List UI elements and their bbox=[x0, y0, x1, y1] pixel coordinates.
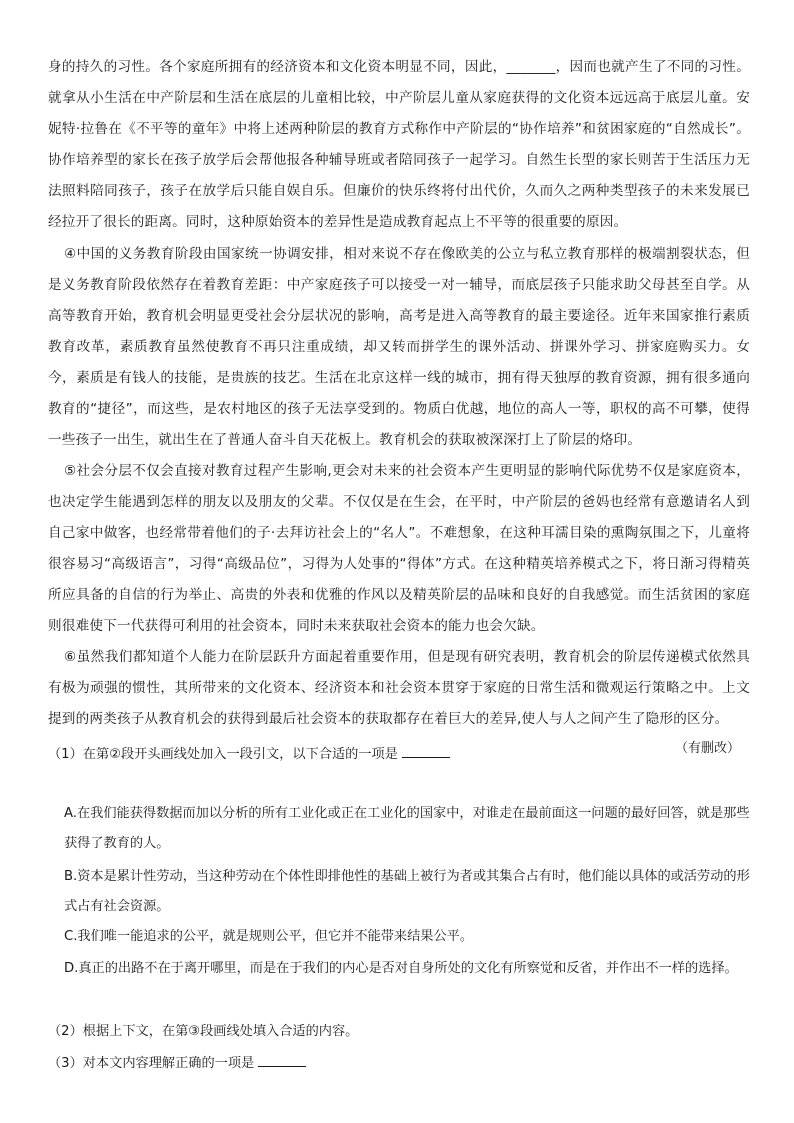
question-1-text: （1）在第②段开头画线处加入一段引文，以下合适的一项是 bbox=[48, 747, 398, 762]
edit-note: （有删改） bbox=[674, 741, 740, 756]
option-a: A.在我们能获得数据而加以分析的所有工业化或正在工业化的国家中，对谁走在最前面这一问题的最好回答，就是那些获得了教育的人。 bbox=[64, 806, 750, 851]
question-2: （2）根据上下文，在第③段画线处填入合适的内容。 bbox=[48, 1024, 359, 1039]
option-c: C.我们唯一能追求的公平，就是规则公平，但它并不能带来结果公平。 bbox=[64, 929, 474, 944]
option-d: D.真正的出路不在于离开哪里，而是在于我们的内心是否对自身所处的文化有所察觉和反省，并作出不一样的选择。 bbox=[64, 961, 738, 976]
paragraph-4: ④中国的义务教育阶段由国家统一协调安排，相对来说不存在像欧美的公立与私立教育那样的极端割裂状态，但是义务教育阶段依然存在着教育差距：中产家庭孩子可以接受一对一辅导，而底层孩子只能求助父母甚至自学。从高等教育开始，教育机会明显更受社会分层状况的影响，高考是进入高等教育的最主要途径。近年来国家推行素质教育改革，素质教育虽然使教育不再只注重成绩，却又转而拼学生的课外活动、拼课外学习、拼家庭购买力。女今，素质是有钱人的技能，是贵族的技艺。生活在北京这样一线的城市，拥有得天独厚的教育资源，拥有很多通向教育的“捷径”，而这些，是农村地区的孩子无法享受到的。物质白优越，地位的高人一等，职权的高不可攀，使得一些孩子一出生，就出生在了普通人奋斗自天花板上。教育机会的获取被深深打上了阶层的烙印。 bbox=[48, 246, 750, 448]
question-1 bbox=[48, 740, 750, 770]
answer-blank[interactable] bbox=[402, 742, 450, 758]
paragraph-3-continued: 身的持久的习性。各个家庭所拥有的经济资本和文化资本明显不同，因此，_______，因而也就产生了不同的习性。就拿从小生活在中产阶层和生活在底层的儿童相比较，中产阶层儿童从家庭获得的文化资本远远高于底层儿童。安妮特·拉鲁在《不平等的童年》中将上述两种阶层的教育方式称作中产阶层的“协作培养”和贫困家庭的“自然成长”。协作培养型的家长在孩子放学后会帮他报各种辅导班或者陪同孩子一起学习。自然生长型的家长则苦于生活压力无法照料陪同孩子，孩子在放学后只能自娱自乐。但廉价的快乐终将付出代价，久而久之两种类型孩子的未来发展已经拉开了很长的距离。同时，这种原始资本的差异性是造成教育起点上不平等的很重要的原因。 bbox=[48, 59, 750, 230]
paragraph-6: ⑥虽然我们都知道个人能力在阶层跃升方面起着重要作用，但是现有研究表明，教育机会的阶层传递模式依然具有极为顽强的惯性，其所带来的文化资本、经济资本和社会资本贯穿于家庭的日常生活和微观运行策略之中。上文提到的两类孩子从教育机会的获得到最后社会资本的获取都存在着巨大的差异,使人与人之间产生了隐形的区分。 bbox=[48, 649, 750, 727]
question-3 bbox=[48, 1049, 750, 1079]
answer-blank[interactable] bbox=[258, 1051, 306, 1067]
paragraph-5: ⑤社会分层不仅会直接对教育过程产生影响,更会对未来的社会资本产生更明显的影响代际优势不仅是家庭资本，也决定学生能遇到怎样的朋友以及朋友的父辈。不仅仅是在生会，在平时，中产阶层的爸妈也经常有意邀请名人到自己家中做客，也经常带着他们的子·去拜访社会上的“名人”。不难想象，在这种耳濡目染的熏陶氛围之下，儿童将很容易习“高级语言”，习得“高级品位”，习得为人处事的“得体”方式。在这种精英培养模式之下，将日渐习得精英所应具备的自信的行为举止、高贵的外表和优雅的作风以及精英阶层的品味和良好的自我感觉。而生活贫困的家庭则很难使下一代获得可利用的社会资本，同时未来获取社会资本的能力也会欠缺。 bbox=[48, 463, 750, 634]
option-b: B.资本是累计性劳动，当这种劳动在个体性即排他性的基础上被行为者或其集合占有时，他们能以具体的或活劳动的形式占有社会资源。 bbox=[64, 869, 750, 914]
question-3-text: （3）对本文内容理解正确的一项是 bbox=[48, 1056, 255, 1071]
